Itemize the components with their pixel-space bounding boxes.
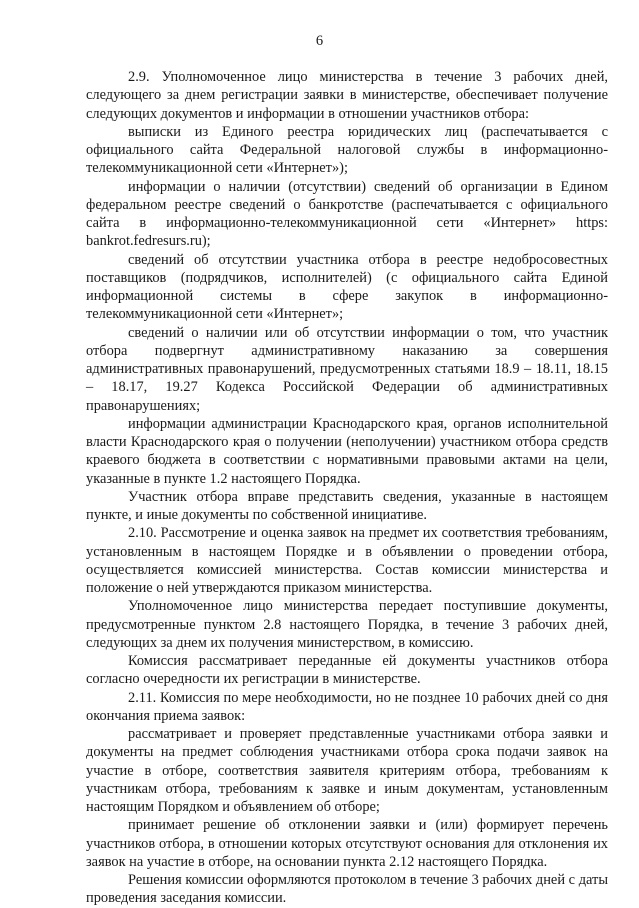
document-body <box>86 68 608 908</box>
paragraph-2-10: 2.10. Рассмотрение и оценка заявок на предмет их соответствия требованиям, установленным в настоящем Порядке и в объявлении о проведении отбора, осуществляется комиссией министерства. Состав комиссии министерства и положение о ней утверждаются приказом министерства. <box>86 525 608 596</box>
paragraph-own-initiative: Участник отбора вправе представить сведения, указанные в настоящем пункте, и иные документы по собственной инициативе. <box>86 488 608 523</box>
paragraph-regional-budget-info: информации администрации Краснодарского края, органов исполнительной власти Краснодарского края о получении (неполучении) участником отбора средств краевого бюджета в соответствии с нормативными правовыми актами на цели, указанные в пункте 1.2 настоящего Порядка. <box>86 415 608 487</box>
paragraph-commission-protocol: Решения комиссии оформляются протоколом в течение 3 рабочих дней с даты проведения заседания комиссии. <box>86 872 608 907</box>
paragraph-2-11: 2.11. Комиссия по мере необходимости, но не позднее 10 рабочих дней со дня окончания приема заявок: <box>86 689 608 724</box>
paragraph-commission-decision: принимает решение об отклонении заявки и (или) формирует перечень участников отбора, в отношении которых отсутствуют основания для отклонения их заявок на участие в отборе, на основании пункта 2.12 настоящего Порядка. <box>86 817 608 870</box>
paragraph-bankruptcy-info: информации о наличии (отсутствии) сведений об организации в Едином федеральном реестре сведений о банкротстве (распечатывается с официального сайта в информационно-телекоммуникационной сети «Интернет» https: bankrot.fedresurs.ru); <box>86 178 608 250</box>
page-number: 6 <box>315 33 324 49</box>
paragraph-administrative-penalty: сведений о наличии или об отсутствии информации о том, что участник отбора подвергнут административному наказанию за совершения административных правонарушений, предусмотренных статьями 18.9 – 18.11, 18.15 – 18.17, 19.27 Кодекса Российской Федерации об административных правонарушениях; <box>86 324 608 414</box>
paragraph-egrul-extract: выписки из Единого реестра юридических лиц (распечатывается с официального сайта Федеральной налоговой службы в информационно-телекоммуникационной сети «Интернет»); <box>86 123 608 177</box>
paragraph-2-9: 2.9. Уполномоченное лицо министерства в течение 3 рабочих дней, следующего за днем регистрации заявки в министерстве, обеспечивает получение следующих документов и информации в отношении участников отбора: <box>86 69 608 122</box>
paragraph-documents-transfer: Уполномоченное лицо министерства передает поступившие документы, предусмотренные пунктом 2.8 настоящего Порядка, в течение 3 рабочих дней, следующих за днем их получения министерством, в комиссию. <box>86 598 608 651</box>
paragraph-unfair-suppliers: сведений об отсутствии участника отбора в реестре недобросовестных поставщиков (подрядчиков, исполнителей) (с официального сайта Единой информационной системы в сфере закупок в информационно-телекоммуникационной сети «Интернет»; <box>86 251 608 323</box>
paragraph-commission-checks: рассматривает и проверяет представленные участниками отбора заявки и документы на предмет соблюдения участниками отбора срока подачи заявок на участие в отборе, соответствия заявителя критериям отбора, требованиям к участникам отбора, требованиям к заявке и иным документам, установленным настоящим Порядком и объявлением об отборе; <box>86 726 608 815</box>
paragraph-commission-review-order: Комиссия рассматривает переданные ей документы участников отбора согласно очередности их регистрации в министерстве. <box>86 653 608 688</box>
